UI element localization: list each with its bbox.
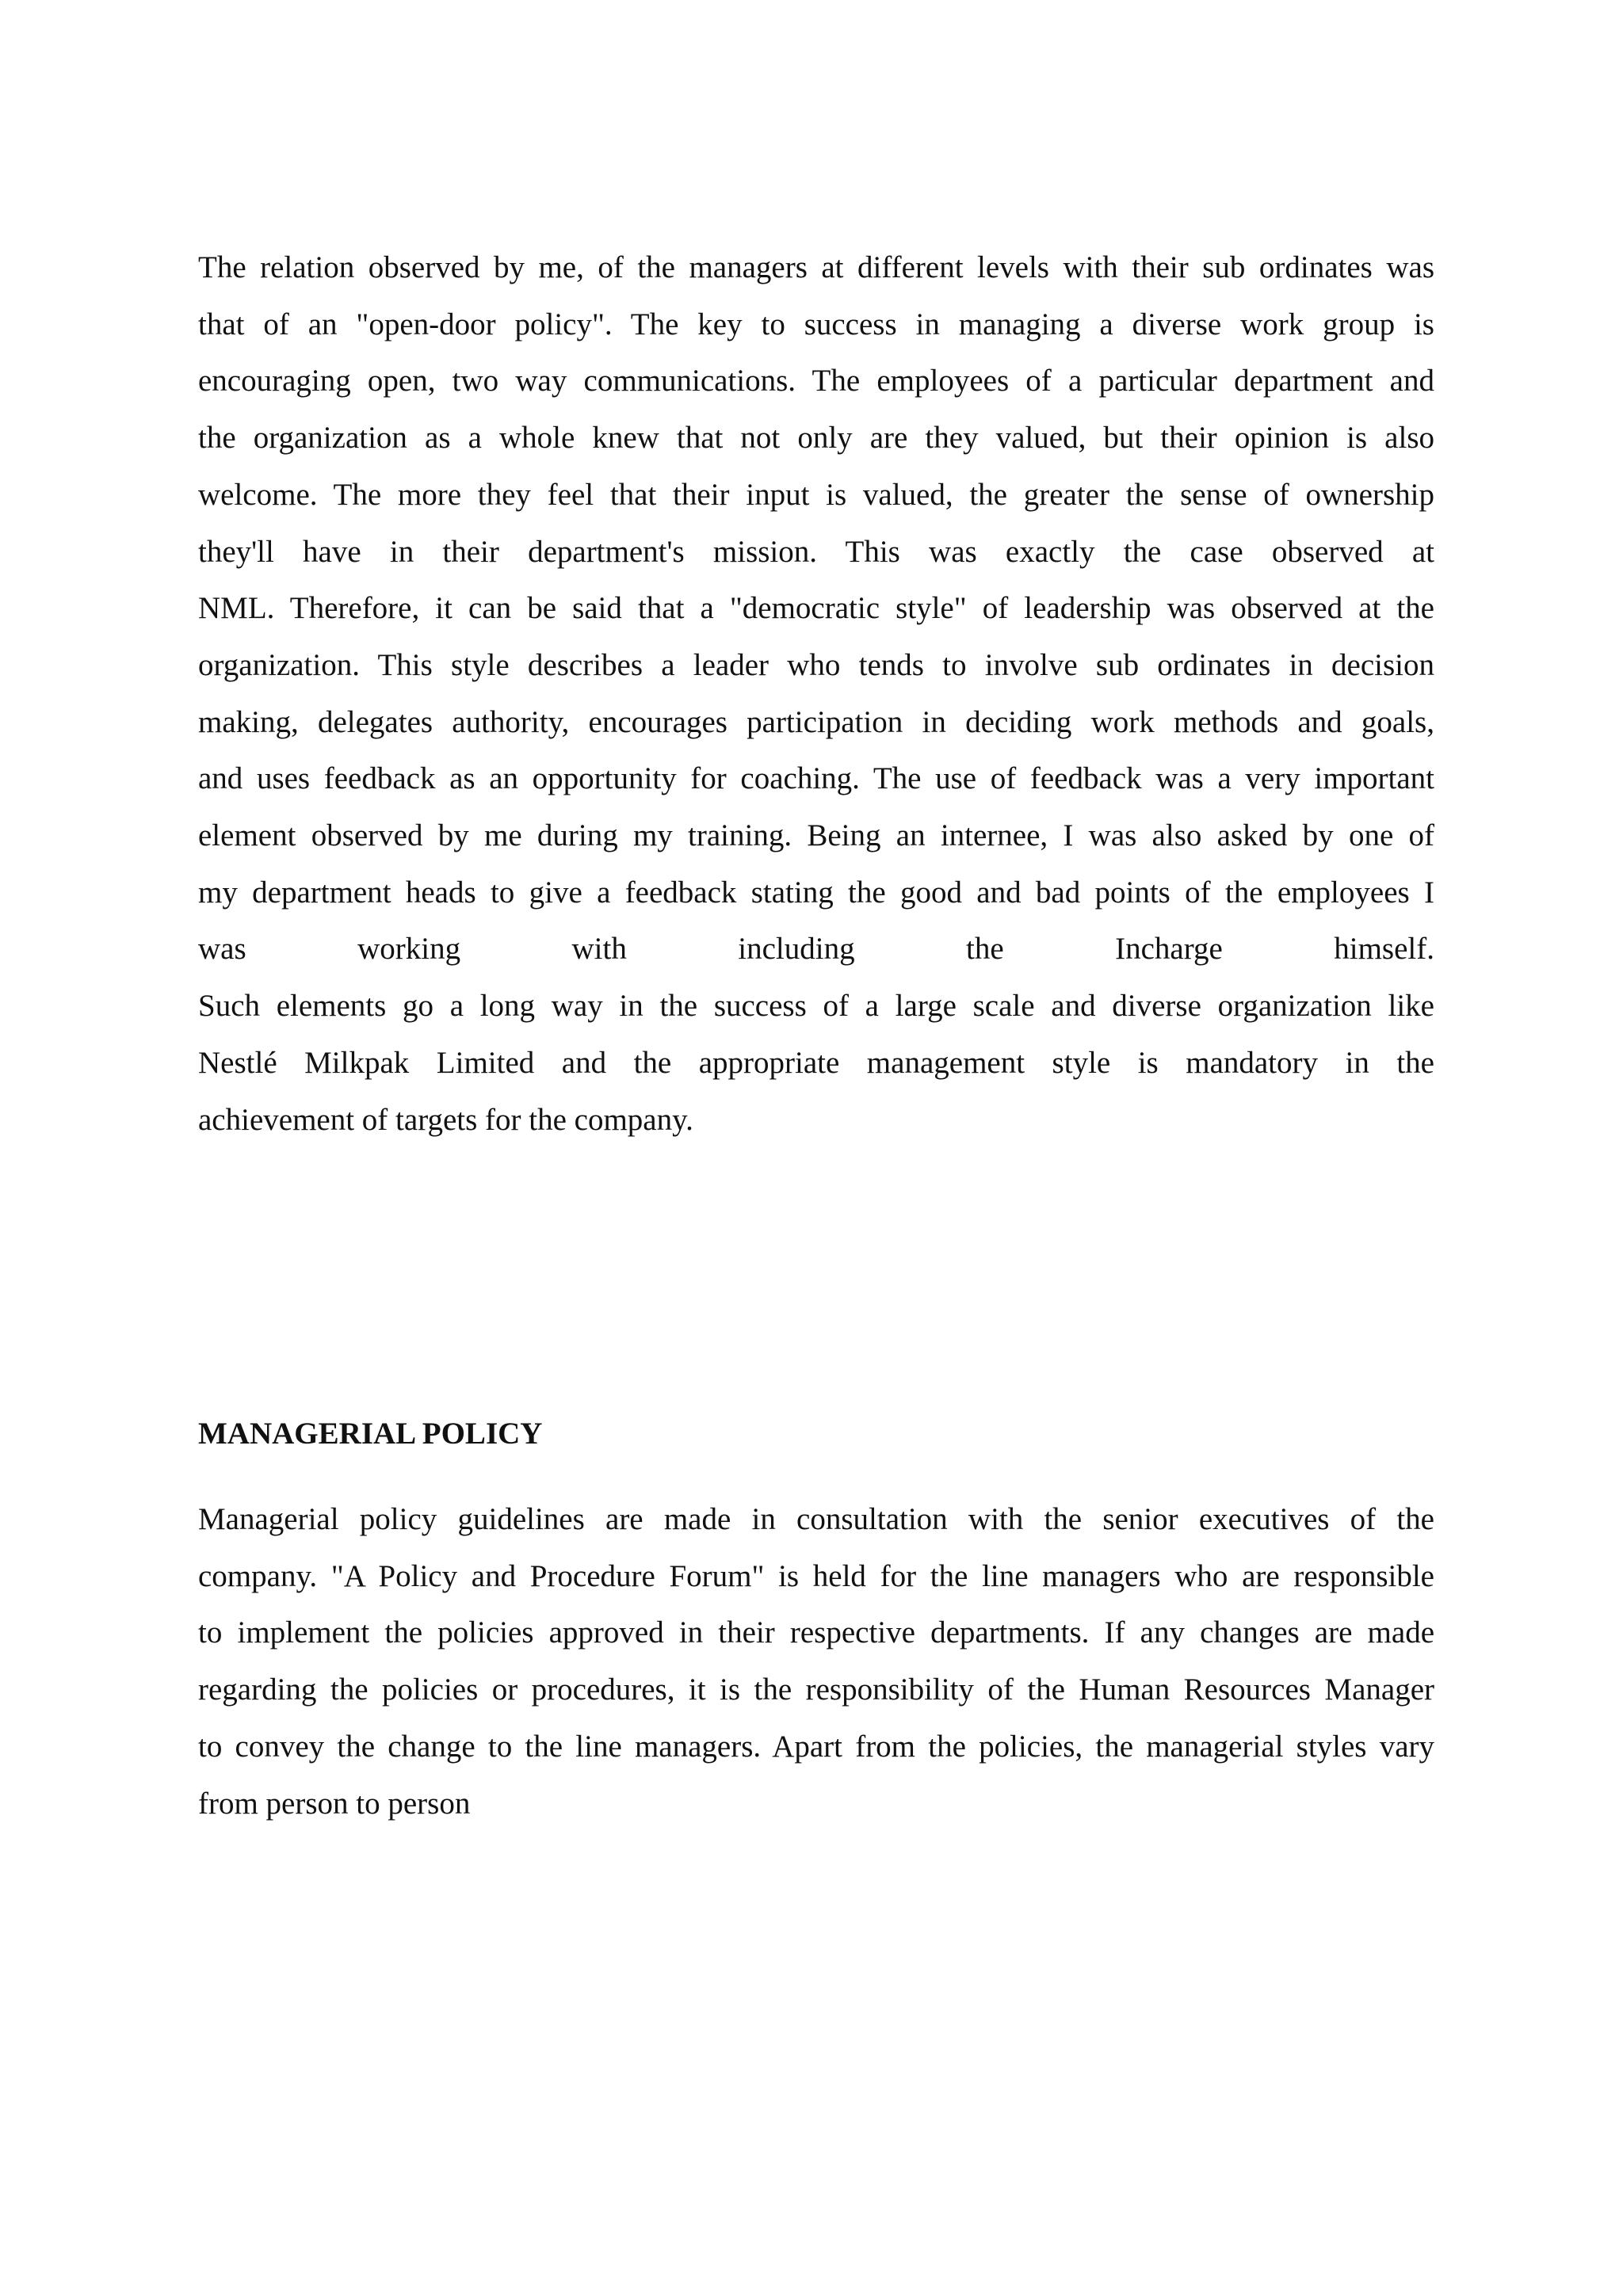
paragraph-line: Managerial policy guidelines are made in consultation with the senior executives of the — [198, 1502, 1434, 1536]
paragraph-line: from person to person — [198, 1786, 471, 1821]
paragraph-line: Nestlé Milkpak Limited and the appropriate management style is mandatory in the — [198, 1045, 1434, 1080]
paragraph-line: the organization as a whole knew that not only are they valued, but their opinion is also — [198, 421, 1434, 456]
paragraph-open-door-policy — [198, 239, 1434, 1148]
paragraph-line: they'll have in their department's mission. This was exactly the case observed at — [198, 534, 1434, 569]
paragraph-line: was working with including the Incharge himself. — [198, 932, 1434, 967]
paragraph-line: welcome. The more they feel that their input is valued, the greater the sense of ownership — [198, 477, 1434, 512]
paragraph-line: element observed by me during my training. Being an internee, I was also asked by one of — [198, 818, 1434, 853]
paragraph-line: that of an "open-door policy". The key to success in managing a diverse work group is — [198, 307, 1434, 341]
paragraph-managerial-policy — [198, 1491, 1434, 1832]
paragraph-line: achievement of targets for the company. — [198, 1102, 693, 1137]
paragraph-line: NML. Therefore, it can be said that a "democratic style" of leadership was observed at the — [198, 591, 1434, 626]
paragraph-line: The relation observed by me, of the managers at different levels with their sub ordinates was — [198, 250, 1434, 284]
paragraph-line: encouraging open, two way communications. The employees of a particular department and — [198, 364, 1434, 399]
paragraph-line: to convey the change to the line managers. Apart from the policies, the managerial styles vary — [198, 1729, 1434, 1764]
paragraph-line: organization. This style describes a leader who tends to involve sub ordinates in decision — [198, 647, 1434, 682]
paragraph-line: regarding the policies or procedures, it is the responsibility of the Human Resources Manager — [198, 1672, 1434, 1707]
paragraph-line: to implement the policies approved in their respective departments. If any changes are made — [198, 1615, 1434, 1650]
paragraph-line: company. "A Policy and Procedure Forum" is held for the line managers who are responsible — [198, 1558, 1434, 1593]
paragraph-line: my department heads to give a feedback stating the good and bad points of the employees I — [198, 875, 1434, 910]
paragraph-line: and uses feedback as an opportunity for coaching. The use of feedback was a very important — [198, 761, 1434, 796]
paragraph-line: Such elements go a long way in the success of a large scale and diverse organization like — [198, 989, 1434, 1024]
paragraph-line: making, delegates authority, encourages participation in deciding work methods and goals, — [198, 704, 1434, 739]
section-heading: MANAGERIAL POLICY — [198, 1417, 543, 1451]
